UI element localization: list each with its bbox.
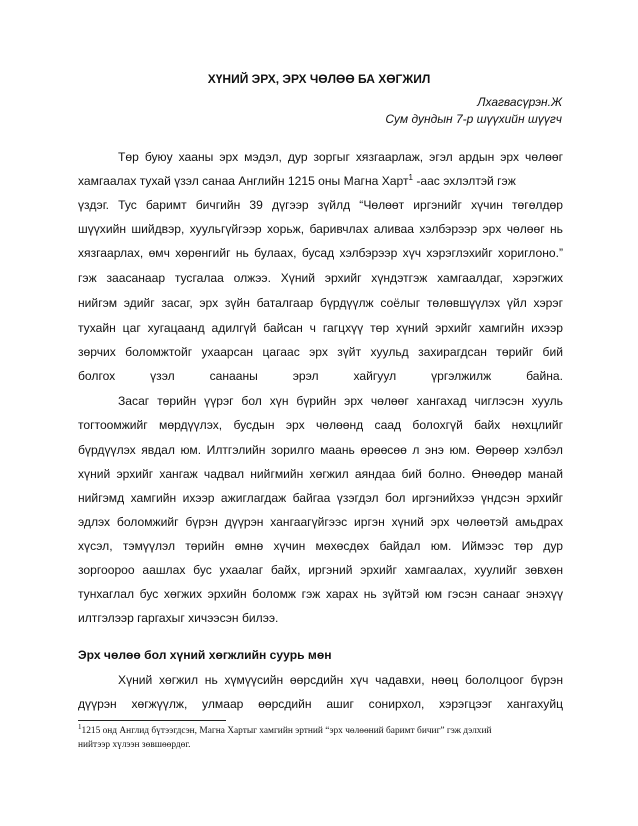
footnote-ref[interactable]: 1 xyxy=(408,173,413,182)
author-affiliation: Сум дундын 7-р шүүхийн шүүгч xyxy=(385,112,562,126)
para1-line-2 xyxy=(78,173,563,190)
para1-line-1: Төр буюу хааны эрх мэдэл, дур зоргыг хязгаарлаж, эгэл ардын эрх чөлөөг xyxy=(118,150,563,164)
footnote-marker: 1 xyxy=(78,723,82,731)
para1-line-8: тухайн цаг хугацаанд адилгүй байсан ч гагцхүү төр хүний эрхийг хамгийн ихээр xyxy=(78,321,563,335)
author-name: Лхагвасүрэн.Ж xyxy=(477,95,562,109)
para2-line-7: хүсэл, тэмүүлэл төрийн өмнө хүчин мөхөсдөх байдал юм. Иймээс төр дур xyxy=(78,539,563,553)
para1-line-6: гэж заасанаар тусгалаа олжээ. Хүний эрхийг хүндэтгэж хамгаалдаг, хэрэгжих xyxy=(78,271,563,285)
footnote-text-1: 1215 онд Англид бүтээгдсэн, Магна Хартыг хамгийн эртний “эрх чөлөөний баримт бичиг” гэж дэлхий xyxy=(81,726,492,736)
para2-line-4: хүний эрхийг хангаж чадвал нийгмийн хөгжил аяндаа бий болно. Өнөөдөр манай xyxy=(78,467,563,481)
para2-line-5: нийгэмд хамгийн ихээр ажиглагдаж байгаа үзэгдэл бол иргэнийхээ үндсэн эрхийг xyxy=(78,491,563,505)
para2-line-10: илтгэлээр гаргахыг хичээсэн билээ. xyxy=(78,611,279,625)
para1-line-5: хязгаарлах, өмч хөрөнгийг нь булаах, бусад хэлбэрээр хүч хэрэглэхийг хориглоно.” xyxy=(78,246,563,260)
para2-line-6: эдлэх боломжийг бүрэн дүүрэн хангаагүйгээс иргэн хүний эрх чөлөөтэй амьдрах xyxy=(78,515,563,529)
para2-line-2: тогтоомжийг мөрдүүлэх, бусдын эрх чөлөөнд саад болохгүй байх нөхцлийг xyxy=(78,418,563,432)
para1-line-2-text: хамгаалах тухай үзэл санаа Английн 1215 оны Магна Харт xyxy=(78,174,409,188)
para3-line-1: Хүний хөгжил нь хүмүүсийн өөрсдийн хүч чадавхи, нөөц бололцоог бүрэн xyxy=(118,673,563,687)
document-title: ХҮНИЙ ЭРХ, ЭРХ ЧӨЛӨӨ БА ХӨГЖИЛ xyxy=(207,72,431,86)
para1-line-2-tail: -аас эхлэлтэй гэж xyxy=(412,174,516,188)
para1-line-3: үздэг. Тус баримт бичгийн 39 дүгээр зүйлд “Чөлөөт иргэнийг хүчин төгөлдөр xyxy=(78,198,563,212)
para1-line-4: шүүхийн шийдвэр, хуульгүйгээр хорьж, баривчлах аливаа хэлбэрээр эрх чөлөөг нь xyxy=(78,222,563,236)
para1-line-10: болгох үзэл санааны эрэл хайгуул үргэлжилж байна. xyxy=(78,369,563,383)
section-heading: Эрх чөлөө бол хүний хөгжлийн суурь мөн xyxy=(78,648,332,662)
para1-line-7: нийгэм эдийг засаг, эрх зүйн баталгаар бүрдүүлж соёлыг төлөвшүүлэх үйл хэрэг xyxy=(78,296,563,310)
para2-line-3: бүрдүүлэх явдал юм. Илтгэлийн зорилго маань өрөөсөө л энэ юм. Өөрөөр хэлбэл xyxy=(78,443,563,457)
para2-line-9: тунхаглал бус хөгжих эрхийн боломж гэж харах нь зүйтэй юм гэсэн санааг энэхүү xyxy=(78,587,563,601)
para2-line-1: Засаг төрийн үүрэг бол хүн бүрийн эрх чөлөөг хангахад чиглэсэн хууль xyxy=(118,394,563,408)
footnote-line-2: нийтээр хүлээн зөвшөөрдөг. xyxy=(78,740,191,750)
footnote-divider xyxy=(78,720,226,721)
footnote-line-1 xyxy=(78,723,568,736)
para1-line-9: зөрчих боломжтойг ухаарсан цагаас эрх зүйт хуульд захирагдсан төрийг бий xyxy=(78,345,563,359)
para3-line-2: дүүрэн хөгжүүлж, улмаар өөрсдийн ашиг сонирхол, хэрэгцээг хангахуйц xyxy=(78,697,563,711)
para2-line-8: зоргоороо аашлах бус ухаалаг байх, иргэний эрхийг хамгаалах, хуулийг зөвхөн xyxy=(78,563,563,577)
